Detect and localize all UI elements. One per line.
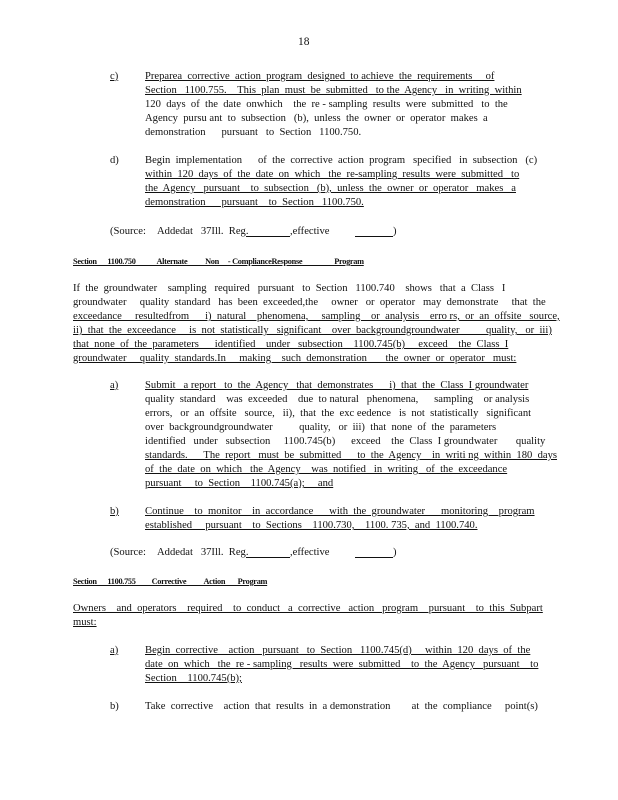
text-line: identified under subsection 1100.745(b) exceed the Class I groundwater quality	[145, 436, 546, 447]
text-line: standards. The report must be submitted to the Agency in writi ng within 180 days	[145, 450, 558, 461]
text-line: Owners and operators required to conduct a corrective action program pursuant to this Subpart	[73, 603, 543, 614]
text-line: Continue to monitor in accordance with the groundwater monitoring program	[145, 506, 535, 517]
text-line: within 120 days of the date on which the re-sampling results were submitted to	[145, 169, 520, 180]
text-line: If the groundwater sampling required pursuant to Section 1100.740 shows that a Class I	[73, 283, 506, 294]
item-label: b)	[110, 701, 119, 712]
item-label: a)	[110, 645, 119, 656]
text-line: Section 1100.755. This plan must be submitted to the Agency in writing within	[145, 85, 522, 96]
text-line: Submit a report to the Agency that demonstrates i) that the Class I groundwater	[145, 380, 529, 391]
source-label: (Source:	[110, 547, 146, 558]
text-line: Begin corrective action pursuant to Section 1100.745(d) within 120 days of the	[145, 645, 531, 656]
blank-line	[355, 557, 393, 558]
source-added: Addedat 37Ill. Reg.	[157, 547, 249, 558]
page-number: 18	[298, 36, 310, 48]
section-heading: Section 1100.755 Corrective Action Program	[73, 577, 268, 586]
item-label: d)	[110, 155, 119, 166]
text-line: over backgroundgroundwater quality, or iii) that none of the parameters	[145, 422, 497, 433]
text-line: demonstration pursuant to Section 1100.750.	[145, 197, 364, 208]
text-line: quality standard was exceeded due to natural phenomena, sampling or analysis	[145, 394, 530, 405]
text-line: groundwater quality standards.In making such demonstration the owner or operator must:	[73, 353, 517, 364]
text-line: Begin implementation of the corrective action program specified in subsection (c)	[145, 155, 538, 166]
text-line: 120 days of the date onwhich the re - sampling results were submitted to the	[145, 99, 508, 110]
source-effective: ,effective	[290, 226, 330, 237]
blank-line	[355, 236, 393, 237]
source-added: Addedat 37Ill. Reg.	[157, 226, 249, 237]
source-close: )	[393, 226, 397, 237]
item-label: c)	[110, 71, 119, 82]
text-line: errors, or an offsite source, ii), that the exc eedence is not statistically significant	[145, 408, 532, 419]
text-line: date on which the re - sampling results were submitted to the Agency pursuant to	[145, 659, 539, 670]
source-label: (Source:	[110, 226, 146, 237]
item-label: a)	[110, 380, 119, 391]
text-line: ii) that the exceedance is not statistically significant over backgroundgroundwater quality, or iii)	[73, 325, 552, 336]
text-line: that none of the parameters identified under subsection 1100.745(b) exceed the Class I	[73, 339, 509, 350]
text-line: the Agency pursuant to subsection (b), unless the owner or operator makes a	[145, 183, 516, 194]
section-heading: Section 1100.750 Alternate Non - ComplianceResponse Program	[73, 257, 364, 266]
text-line: demonstration pursuant to Section 1100.750.	[145, 127, 362, 138]
text-line: Agency pursu ant to subsection (b), unless the owner or operator makes a	[145, 113, 488, 124]
text-line: of the date on which the Agency was notified in writing of the exceedance	[145, 464, 508, 475]
text-line: established pursuant to Sections 1100.730, 1100. 735, and 1100.740.	[145, 520, 478, 531]
text-line: exceedance resultedfrom i) natural phenomena, sampling or analysis erro rs, or an offsite source,	[73, 311, 560, 322]
blank-line	[246, 236, 290, 237]
text-line: must:	[73, 617, 97, 628]
source-effective: ,effective	[290, 547, 330, 558]
item-label: b)	[110, 506, 119, 517]
text-line: pursuant to Section 1100.745(a); and	[145, 478, 334, 489]
source-close: )	[393, 547, 397, 558]
text-line: Preparea corrective action program designed to achieve the requirements of	[145, 71, 495, 82]
text-line: groundwater quality standard has been exceeded,the owner or operator may demonstrate that the	[73, 297, 546, 308]
text-line: Take corrective action that results in a demonstration at the compliance point(s)	[145, 701, 538, 712]
blank-line	[246, 557, 290, 558]
text-line: Section 1100.745(b);	[145, 673, 242, 684]
